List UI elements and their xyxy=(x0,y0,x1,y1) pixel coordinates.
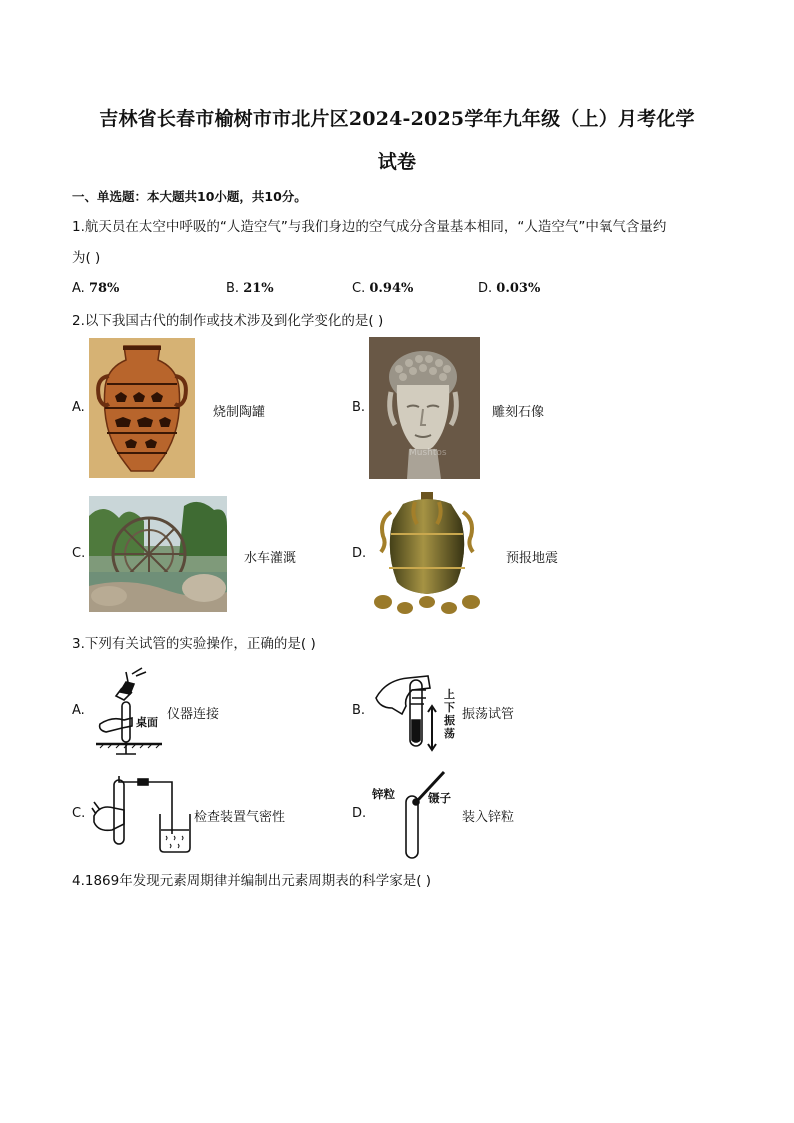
question-2-stem: 2.以下我国古代的制作或技术涉及到化学变化的是( ) xyxy=(72,313,384,329)
q3-option-d-letter[interactable]: D. xyxy=(352,806,367,821)
pottery-jar-image xyxy=(89,338,195,478)
option-letter: D. xyxy=(478,281,493,296)
label-down: 下 xyxy=(444,701,455,714)
question-1-stem: 1.航天员在太空中呼吸的“人造空气”与我们身边的空气成分含量基本相同，“人造空气”中氧气含量约 xyxy=(72,219,667,235)
instrument-connection-figure xyxy=(92,662,168,756)
option-text: 0.94% xyxy=(369,281,414,296)
seismoscope-image xyxy=(369,490,485,618)
question-4-stem: 4.1869年发现元素周期律并编制出元素周期表的科学家是( ) xyxy=(72,873,432,889)
q2-option-d-text: 预报地震 xyxy=(506,551,559,566)
option-letter: B. xyxy=(226,281,240,296)
q2-option-b-letter[interactable]: B. xyxy=(352,400,366,415)
q3-option-b-text: 振荡试管 xyxy=(462,707,515,722)
q1-option-d[interactable] xyxy=(478,281,540,296)
q3-option-a-letter[interactable]: A. xyxy=(72,703,85,718)
q2-option-a-text: 烧制陶罐 xyxy=(213,405,266,420)
q3-option-c-letter[interactable]: C. xyxy=(72,806,86,821)
waterwheel-image xyxy=(89,496,227,612)
q3-option-d-text: 装入锌粒 xyxy=(462,810,515,825)
option-text: 21% xyxy=(243,281,274,296)
figure-label-shake xyxy=(444,688,455,740)
q1-option-b[interactable] xyxy=(226,281,274,296)
label-up: 上 xyxy=(444,688,455,701)
label-dang: 荡 xyxy=(444,727,455,740)
zinc-granules-figure xyxy=(370,768,460,860)
stone-statue-image xyxy=(369,337,480,479)
shake-tube-figure xyxy=(372,668,462,756)
q3-option-c-text: 检查装置气密性 xyxy=(194,810,286,825)
option-letter: C. xyxy=(352,281,366,296)
q1-option-c[interactable] xyxy=(352,281,413,296)
option-letter: A. xyxy=(72,281,85,296)
question-1-stem-cont: 为( ) xyxy=(72,250,101,266)
q2-option-b-text: 雕刻石像 xyxy=(492,405,545,420)
page-title-line2: 试卷 xyxy=(377,151,417,173)
watermark-text: Mushtos xyxy=(409,448,447,458)
option-text: 78% xyxy=(88,281,120,296)
option-text: 0.03% xyxy=(496,281,541,296)
q3-option-a-text: 仪器连接 xyxy=(167,707,220,722)
q2-option-c-letter[interactable]: C. xyxy=(72,546,86,561)
q2-option-a-letter[interactable]: A. xyxy=(72,400,85,415)
airtightness-check-figure xyxy=(90,774,194,854)
q3-option-b-letter[interactable]: B. xyxy=(352,703,366,718)
figure-label-desk: 桌面 xyxy=(136,716,158,729)
figure-label-zinc: 锌粒 xyxy=(372,787,395,801)
q2-option-d-letter[interactable]: D. xyxy=(352,546,367,561)
q1-option-a[interactable] xyxy=(72,281,119,296)
q2-option-c-text: 水车灌溉 xyxy=(244,551,297,566)
figure-label-tweezers: 镊子 xyxy=(428,791,451,805)
page-title: 吉林省长春市榆树市市北片区2024-2025学年九年级（上）月考化学 xyxy=(99,108,695,130)
label-zhen: 振 xyxy=(444,714,455,727)
section-header: 一、单选题：本大题共10小题，共10分。 xyxy=(72,189,307,204)
question-3-stem: 3.下列有关试管的实验操作，正确的是( ) xyxy=(72,636,316,652)
